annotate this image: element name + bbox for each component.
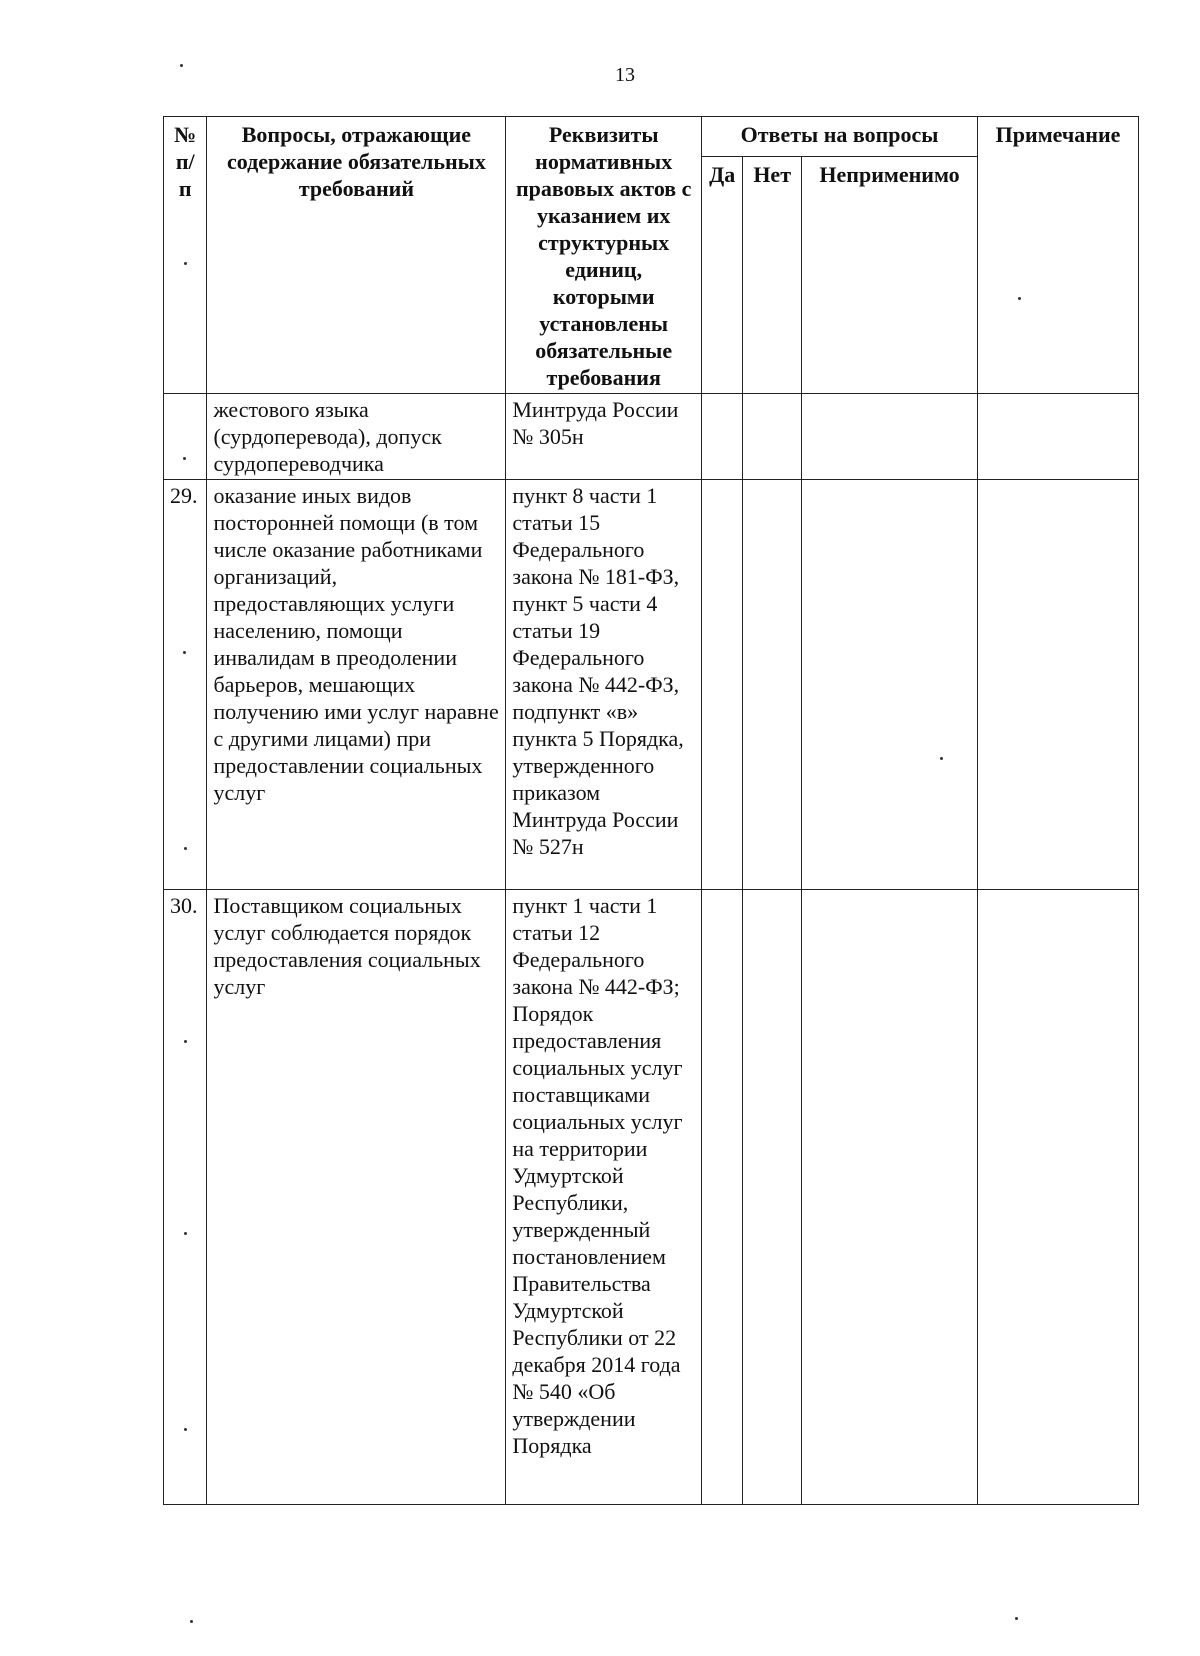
scan-speck bbox=[183, 651, 186, 654]
header-questions: Вопросы, отражающие содержание обязательных требований bbox=[207, 117, 506, 394]
header-note: Примечание bbox=[978, 117, 1139, 394]
row-na-cell bbox=[802, 890, 978, 1505]
row-na-cell bbox=[802, 480, 978, 890]
table-row bbox=[164, 890, 1139, 1505]
requirements-table bbox=[163, 116, 1139, 1505]
row-number bbox=[164, 394, 207, 480]
row-note-cell bbox=[978, 480, 1139, 890]
row-yes-cell bbox=[702, 394, 743, 480]
row-no-cell bbox=[743, 394, 802, 480]
row-note-cell bbox=[978, 394, 1139, 480]
scan-speck bbox=[184, 1428, 187, 1431]
header-na: Неприменимо bbox=[802, 157, 978, 394]
header-answers-group: Ответы на вопросы bbox=[702, 117, 978, 157]
row-question: жестового языка (сурдоперевода), допуск сурдопереводчика bbox=[207, 394, 506, 480]
header-row bbox=[164, 117, 1139, 157]
scan-speck bbox=[190, 1620, 193, 1623]
row-yes-cell bbox=[702, 890, 743, 1505]
scan-speck bbox=[184, 1232, 187, 1235]
table-row bbox=[164, 480, 1139, 890]
scan-speck bbox=[184, 847, 187, 850]
row-requisites: пункт 1 части 1 статьи 12 Федерального закона № 442-ФЗ; Порядок предоставления социальных услуг поставщиками социальных услуг на территории Удмуртской Республики, утвержденный постановлением Правительства Удмуртской Республики от 22 декабря 2014 года № 540 «Об утверждении Порядка bbox=[506, 890, 702, 1505]
row-requisites: Минтруда России № 305н bbox=[506, 394, 702, 480]
row-yes-cell bbox=[702, 480, 743, 890]
row-number: 29. bbox=[164, 480, 207, 890]
scan-speck bbox=[1018, 297, 1021, 300]
row-number: 30. bbox=[164, 890, 207, 1505]
row-question: Поставщиком социальных услуг соблюдается порядок предоставления социальных услуг bbox=[207, 890, 506, 1505]
header-no: Нет bbox=[743, 157, 802, 394]
row-no-cell bbox=[743, 480, 802, 890]
scan-speck bbox=[184, 1040, 187, 1043]
scan-speck bbox=[180, 64, 183, 67]
header-yes: Да bbox=[702, 157, 743, 394]
header-requisites: Реквизиты нормативных правовых актов с указанием их структурных единиц, которыми установлены обязательные требования bbox=[506, 117, 702, 394]
table-row bbox=[164, 394, 1139, 480]
row-no-cell bbox=[743, 890, 802, 1505]
row-question: оказание иных видов посторонней помощи (в том числе оказание работниками организаций, предоставляющих услуги населению, помощи инвалидам в преодолении барьеров, мешающих получению ими услуг наравне с другими лицами) при предоставлении социальных услуг bbox=[207, 480, 506, 890]
row-na-cell bbox=[802, 394, 978, 480]
row-requisites: пункт 8 части 1 статьи 15 Федерального закона № 181-ФЗ, пункт 5 части 4 статьи 19 Федерального закона № 442-ФЗ, подпункт «в» пункта 5 Порядка, утвержденного приказом Минтруда России № 527н bbox=[506, 480, 702, 890]
row-note-cell bbox=[978, 890, 1139, 1505]
header-num: № п/п bbox=[164, 117, 207, 394]
scan-speck bbox=[940, 757, 943, 760]
page-number: 13 bbox=[615, 64, 635, 86]
scan-speck bbox=[1015, 1617, 1018, 1620]
scan-speck bbox=[184, 262, 187, 265]
scan-speck bbox=[183, 457, 186, 460]
